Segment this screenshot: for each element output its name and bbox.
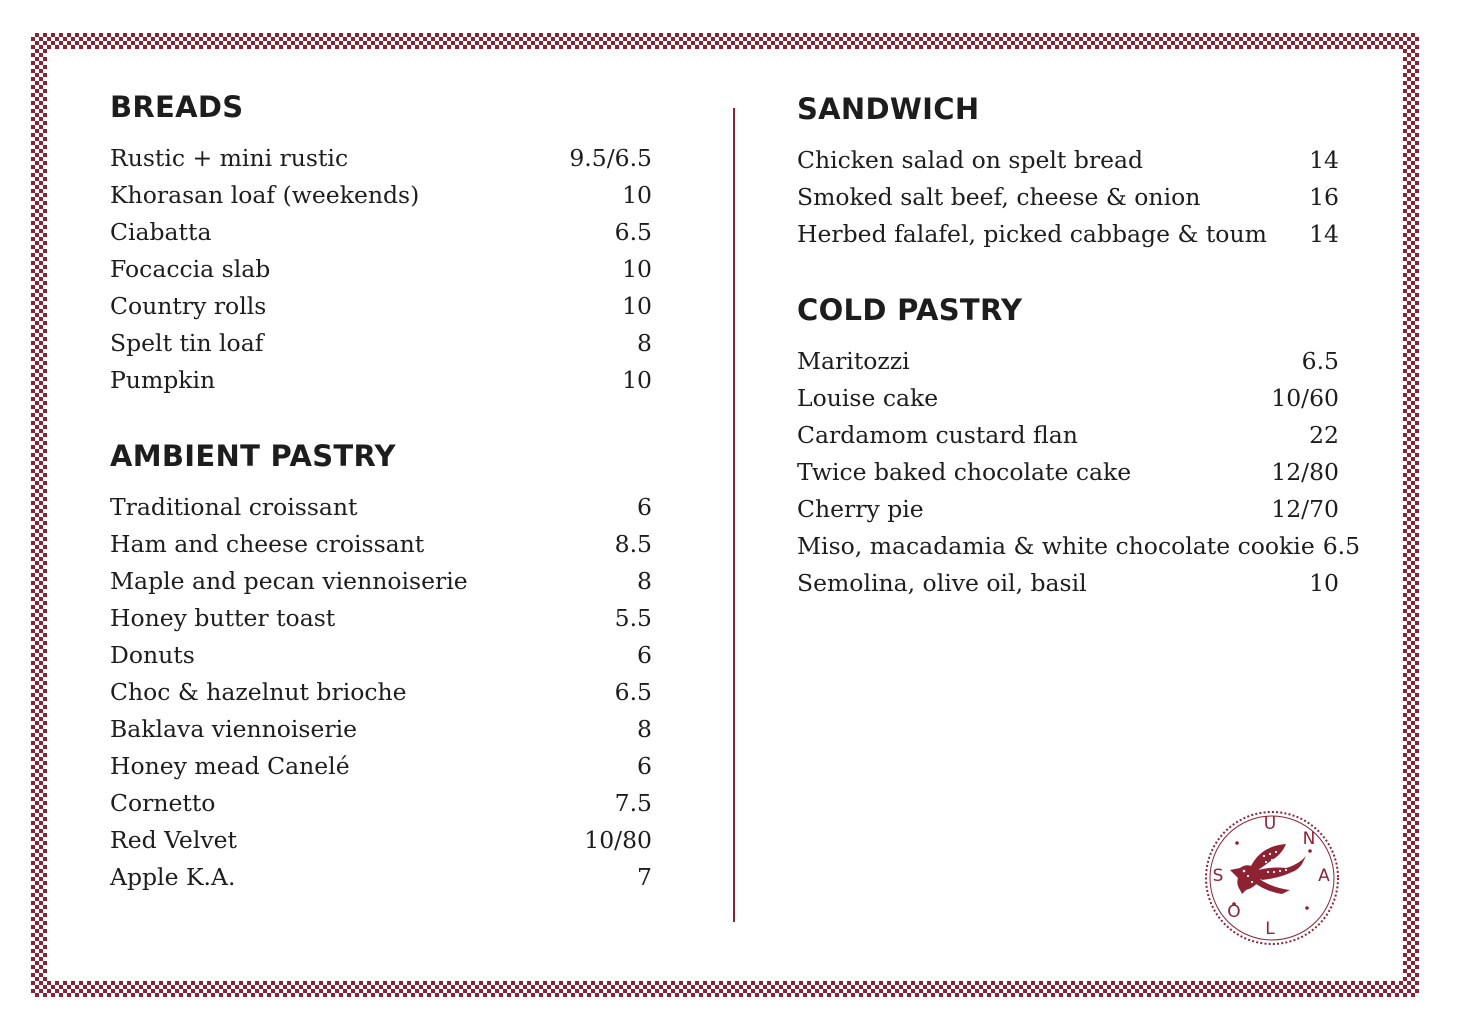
menu-item	[797, 146, 1339, 183]
menu-item	[110, 604, 652, 641]
menu-item-name: Donuts	[110, 641, 195, 669]
menu-item-price: 6	[637, 641, 652, 669]
menu-item	[110, 144, 652, 181]
menu-item-name: Spelt tin loaf	[110, 329, 264, 357]
menu-item-price: 8	[637, 715, 652, 743]
menu-item	[110, 530, 652, 567]
cold-pastry-list	[797, 347, 1361, 606]
menu-item-price: 14	[1309, 220, 1339, 248]
menu-item-price: 6.5	[614, 218, 652, 246]
menu-item-price: 10	[622, 181, 652, 209]
menu-item	[110, 493, 652, 530]
menu-item-price: 10	[1309, 569, 1339, 597]
menu-item	[797, 532, 1361, 569]
menu-item	[797, 347, 1339, 384]
menu-item-name: Baklava viennoiserie	[110, 715, 358, 743]
menu-item	[110, 678, 652, 715]
menu-item-price: 6.5	[1301, 347, 1339, 375]
menu-item	[110, 641, 652, 678]
menu-item-price: 22	[1309, 421, 1339, 449]
column-divider	[733, 108, 735, 922]
menu-item-name: Maritozzi	[797, 347, 910, 375]
menu-item	[110, 292, 652, 329]
menu-item-name: Honey mead Canelé	[110, 752, 350, 780]
menu-item	[797, 458, 1339, 495]
ambient-pastry-heading: AMBIENT PASTRY	[110, 439, 396, 473]
menu-item-name: Pumpkin	[110, 366, 216, 394]
sandwich-heading: SANDWICH	[797, 92, 980, 126]
menu-item-name: Focaccia slab	[110, 255, 271, 283]
menu-item-name: Rustic + mini rustic	[110, 144, 349, 172]
menu-item-price: 12/80	[1271, 458, 1339, 486]
menu-item-price: 6	[637, 493, 652, 521]
ambient-pastry-list	[110, 493, 652, 900]
logo-letter-s: S	[1212, 866, 1224, 886]
menu-item-name: Cherry pie	[797, 495, 924, 523]
menu-item-name: Smoked salt beef, cheese & onion	[797, 183, 1201, 211]
menu-item	[110, 181, 652, 218]
menu-item	[797, 569, 1339, 606]
menu-item-name: Country rolls	[110, 292, 267, 320]
breads-list	[110, 144, 652, 403]
menu-item-price: 10/60	[1271, 384, 1339, 412]
menu-item-price: 8	[637, 567, 652, 595]
logo-letter-u: U	[1263, 814, 1277, 834]
logo-letter-l: L	[1265, 919, 1275, 939]
logo-letter-o: O	[1227, 902, 1241, 922]
menu-item-name: Twice baked chocolate cake	[797, 458, 1132, 486]
menu-item	[797, 384, 1339, 421]
menu-item-price: 5.5	[614, 604, 652, 632]
menu-item	[797, 495, 1339, 532]
menu-item-name: Choc & hazelnut brioche	[110, 678, 407, 706]
menu-item	[110, 863, 652, 900]
menu-item	[797, 183, 1339, 220]
menu-item	[797, 421, 1339, 458]
menu-item	[110, 715, 652, 752]
menu-item-price: 10	[622, 366, 652, 394]
menu-item	[110, 789, 652, 826]
menu-item-name: Traditional croissant	[110, 493, 358, 521]
menu-item-name: Honey butter toast	[110, 604, 336, 632]
menu-item-price: 10	[622, 292, 652, 320]
menu-item-price: 8	[637, 329, 652, 357]
menu-item-name: Miso, macadamia & white chocolate cookie	[797, 532, 1315, 560]
bird-seal-logo	[1202, 808, 1342, 948]
menu-item-name: Herbed falafel, picked cabbage & toum	[797, 220, 1267, 248]
menu-item	[110, 567, 652, 604]
menu-item-name: Chicken salad on spelt bread	[797, 146, 1144, 174]
menu-item	[110, 218, 652, 255]
breads-heading: BREADS	[110, 90, 244, 124]
menu-item-price: 14	[1309, 146, 1339, 174]
menu-item-name: Red Velvet	[110, 826, 237, 854]
menu-item-name: Maple and pecan viennoiserie	[110, 567, 468, 595]
menu-item	[110, 366, 652, 403]
menu-item-name: Cardamom custard flan	[797, 421, 1078, 449]
logo-letter-n: N	[1302, 829, 1316, 849]
menu-item-price: 10/80	[584, 826, 652, 854]
menu-item-price: 6.5	[1322, 532, 1361, 560]
menu-item-name: Ham and cheese croissant	[110, 530, 425, 558]
menu-item-price: 6	[637, 752, 652, 780]
menu-item-price: 7.5	[614, 789, 652, 817]
menu-item-price: 6.5	[614, 678, 652, 706]
menu-item-name: Semolina, olive oil, basil	[797, 569, 1087, 597]
sandwich-list	[797, 146, 1339, 257]
menu-item-name: Apple K.A.	[110, 863, 236, 891]
menu-item	[110, 329, 652, 366]
menu-item-price: 8.5	[614, 530, 652, 558]
menu-item-price: 10	[622, 255, 652, 283]
cold-pastry-heading: COLD PASTRY	[797, 293, 1023, 327]
menu-item	[797, 220, 1339, 257]
menu-item-name: Khorasan loaf (weekends)	[110, 181, 420, 209]
menu-item	[110, 826, 652, 863]
menu-item-price: 16	[1309, 183, 1339, 211]
menu-item	[110, 255, 652, 292]
logo-letter-a: A	[1318, 866, 1330, 886]
menu-item-price: 7	[637, 863, 652, 891]
menu-item-price: 12/70	[1271, 495, 1339, 523]
menu-item-name: Louise cake	[797, 384, 939, 412]
menu-item-price: 9.5/6.5	[569, 144, 652, 172]
menu-item	[110, 752, 652, 789]
menu-item-name: Cornetto	[110, 789, 216, 817]
menu-item-name: Ciabatta	[110, 218, 212, 246]
